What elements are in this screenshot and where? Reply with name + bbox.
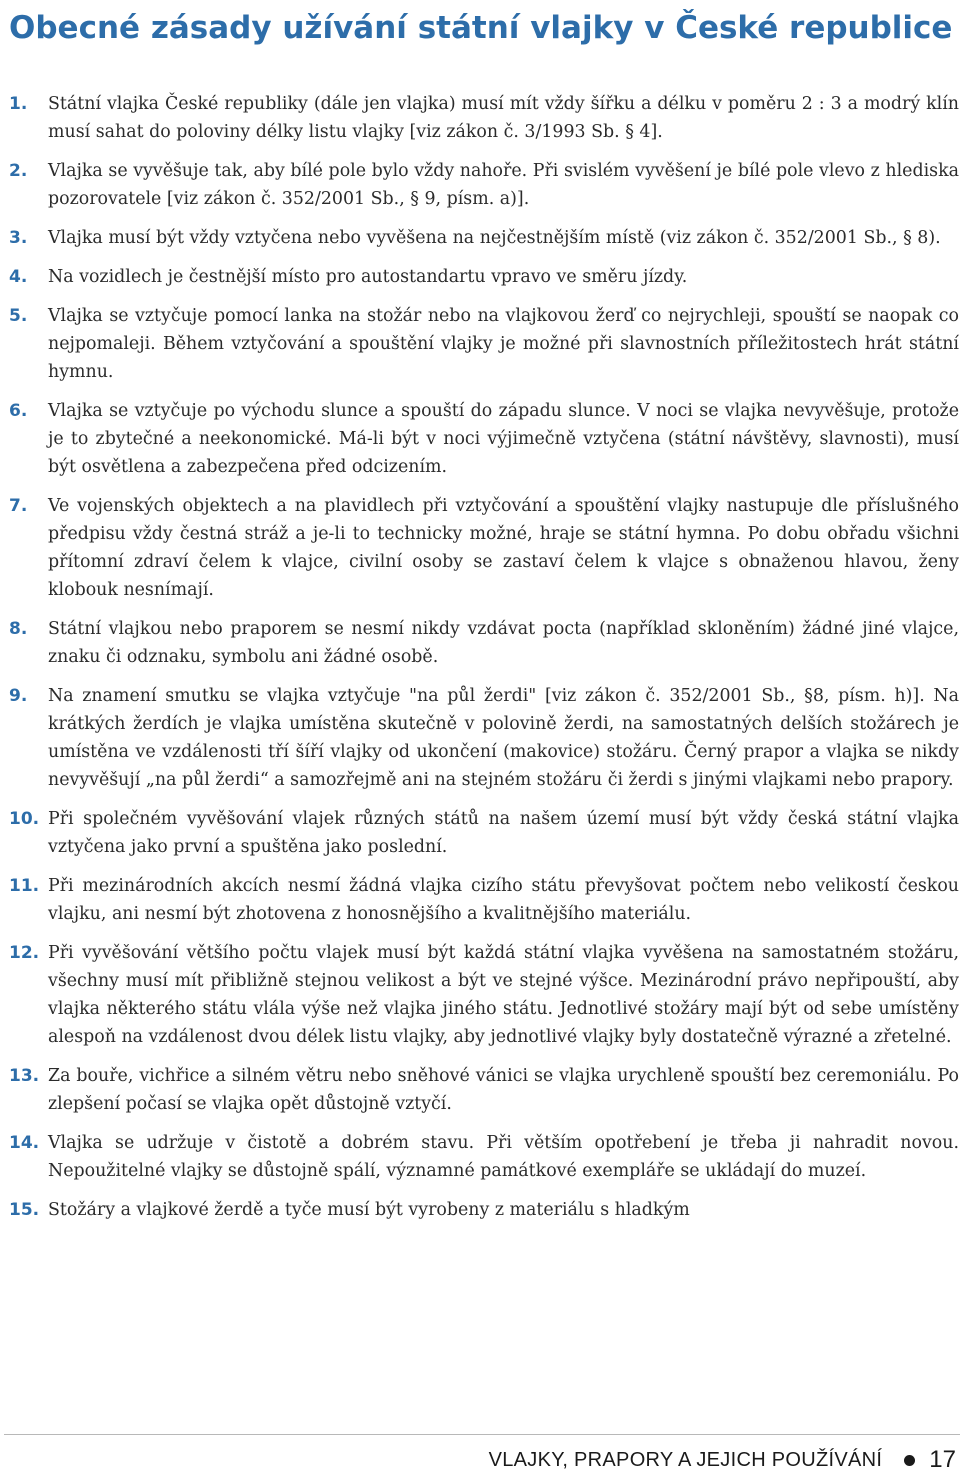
list-item	[9, 939, 959, 1051]
page-footer	[489, 1444, 956, 1476]
list-item-number: 14.	[9, 1133, 40, 1153]
list-item	[9, 1196, 959, 1224]
list-item-text: Při vyvěšování většího počtu vlajek musí být každá státní vlajka vyvěšena na samostatném stožáru, všechny musí mít přibližně stejnou velikost a být ve stejné výšce. Mezinárodní právo nepřipouští, aby vlajka některého státu vlála výše než vlajka jiného státu. Jednotlivé stožáry mají být od sebe umístěny alespoň na vzdálenost dvou délek listu vlajky, aby jednotlivé vlajky byly dostatečně výrazné a zřetelné.	[48, 943, 959, 1047]
list-item	[9, 805, 959, 861]
list-item-text: Vlajka se vyvěšuje tak, aby bílé pole bylo vždy nahoře. Při svislém vyvěšení je bílé pole vlevo z hlediska pozorovatele [viz zákon č. 352/2001 Sb., § 9, písm. a)].	[48, 161, 959, 209]
list-item-number: 12.	[9, 943, 40, 963]
list-item-number: 3.	[9, 228, 28, 248]
list-item-number: 9.	[9, 686, 28, 706]
list-item	[9, 263, 959, 291]
list-item-number: 10.	[9, 809, 40, 829]
list-item-text: Při mezinárodních akcích nesmí žádná vlajka cizího státu převyšovat počtem nebo velikostí českou vlajku, ani nesmí být zhotovena z honosnějšího a kvalitnějšího materiálu.	[48, 876, 959, 924]
rules-list	[9, 90, 959, 1235]
list-item	[9, 1129, 959, 1185]
list-item	[9, 492, 959, 604]
list-item-text: Ve vojenských objektech a na plavidlech při vztyčování a spouštění vlajky nastupuje dle příslušného předpisu vždy čestná stráž a je-li to technicky možné, hraje se státní hymna. Po dobu obřadu všichni přítomní zdraví čelem k vlajce, civilní osoby se zastaví čelem k vlajce s obnaženou hlavou, ženy klobouk nesnímají.	[48, 496, 959, 600]
list-item-number: 13.	[9, 1066, 40, 1086]
list-item-text: Při společném vyvěšování vlajek různých států na našem území musí být vždy česká státní vlajka vztyčena jako první a spuštěna jako poslední.	[48, 809, 959, 857]
list-item	[9, 90, 959, 146]
list-item-text: Vlajka se udržuje v čistotě a dobrém stavu. Při větším opotřebení je třeba ji nahradit novou. Nepoužitelné vlajky se důstojně spálí, významné památkové exempláře se ukládají do muzeí.	[48, 1133, 959, 1181]
list-item-text: Na vozidlech je čestnější místo pro autostandartu vpravo ve směru jízdy.	[48, 267, 688, 287]
list-item-number: 5.	[9, 306, 28, 326]
list-item	[9, 1062, 959, 1118]
list-item-number: 7.	[9, 496, 28, 516]
list-item-text: Za bouře, vichřice a silném větru nebo sněhové vánici se vlajka urychleně spouští bez ceremoniálu. Po zlepšení počasí se vlajka opět důstojně vztyčí.	[48, 1066, 959, 1114]
list-item-number: 15.	[9, 1200, 40, 1220]
footer-publication-title: VLAJKY, PRAPORY A JEJICH POUŽÍVÁNÍ	[488, 1448, 883, 1471]
list-item-text: Státní vlajka České republiky (dále jen vlajka) musí mít vždy šířku a délku v poměru 2 : 3 a modrý klín musí sahat do poloviny délky listu vlajky [viz zákon č. 3/1993 Sb. § 4].	[48, 94, 959, 142]
page-number: 17	[929, 1446, 956, 1473]
list-item	[9, 397, 959, 481]
list-item	[9, 682, 959, 794]
list-item-text: Státní vlajkou nebo praporem se nesmí nikdy vzdávat pocta (například skloněním) žádné jiné vlajce, znaku či odznaku, symbolu ani žádné osobě.	[48, 619, 959, 667]
list-item-number: 6.	[9, 401, 28, 421]
list-item-text: Vlajka se vztyčuje pomocí lanka na stožár nebo na vlajkovou žerď co nejrychleji, spouští se naopak co nejpomaleji. Během vztyčování a spouštění vlajky je možné při slavnostních příležitostech hrát státní hymnu.	[48, 306, 959, 382]
list-item-text: Stožáry a vlajkové žerdě a tyče musí být vyrobeny z materiálu s hladkým	[48, 1200, 690, 1220]
page-title: Obecné zásady užívání státní vlajky v České republice	[9, 10, 953, 46]
footer-divider	[4, 1434, 960, 1435]
list-item	[9, 224, 959, 252]
list-item-text: Vlajka se vztyčuje po východu slunce a spouští do západu slunce. V noci se vlajka nevyvěšuje, protože je to zbytečné a neekonomické. Má-li být v noci výjimečně vztyčena (státní návštěvy, slavnosti), musí být osvětlena a zabezpečena před odcizením.	[48, 401, 959, 477]
list-item-number: 4.	[9, 267, 28, 287]
list-item-number: 1.	[9, 94, 28, 114]
list-item	[9, 157, 959, 213]
list-item-number: 8.	[9, 619, 28, 639]
list-item-text: Na znamení smutku se vlajka vztyčuje "na půl žerdi" [viz zákon č. 352/2001 Sb., §8, písm. h)]. Na krátkých žerdích je vlajka umístěna skutečně v polovině žerdi, na samostatných delších stožárech je umístěna ve vzdálenosti tří šíří vlajky od ukončení (makovice) stožáru. Černý prapor a vlajka se nikdy nevyvěšují „na půl žerdi“ a samozřejmě ani na stejném stožáru či žerdi s jinými vlajkami nebo prapory.	[48, 686, 959, 790]
list-item-number: 11.	[9, 876, 40, 896]
list-item	[9, 615, 959, 671]
list-item-text: Vlajka musí být vždy vztyčena nebo vyvěšena na nejčestnějším místě (viz zákon č. 352/2001 Sb., § 8).	[48, 228, 941, 248]
list-item-number: 2.	[9, 161, 28, 181]
bullet-icon	[904, 1455, 915, 1466]
list-item	[9, 302, 959, 386]
list-item	[9, 872, 959, 928]
